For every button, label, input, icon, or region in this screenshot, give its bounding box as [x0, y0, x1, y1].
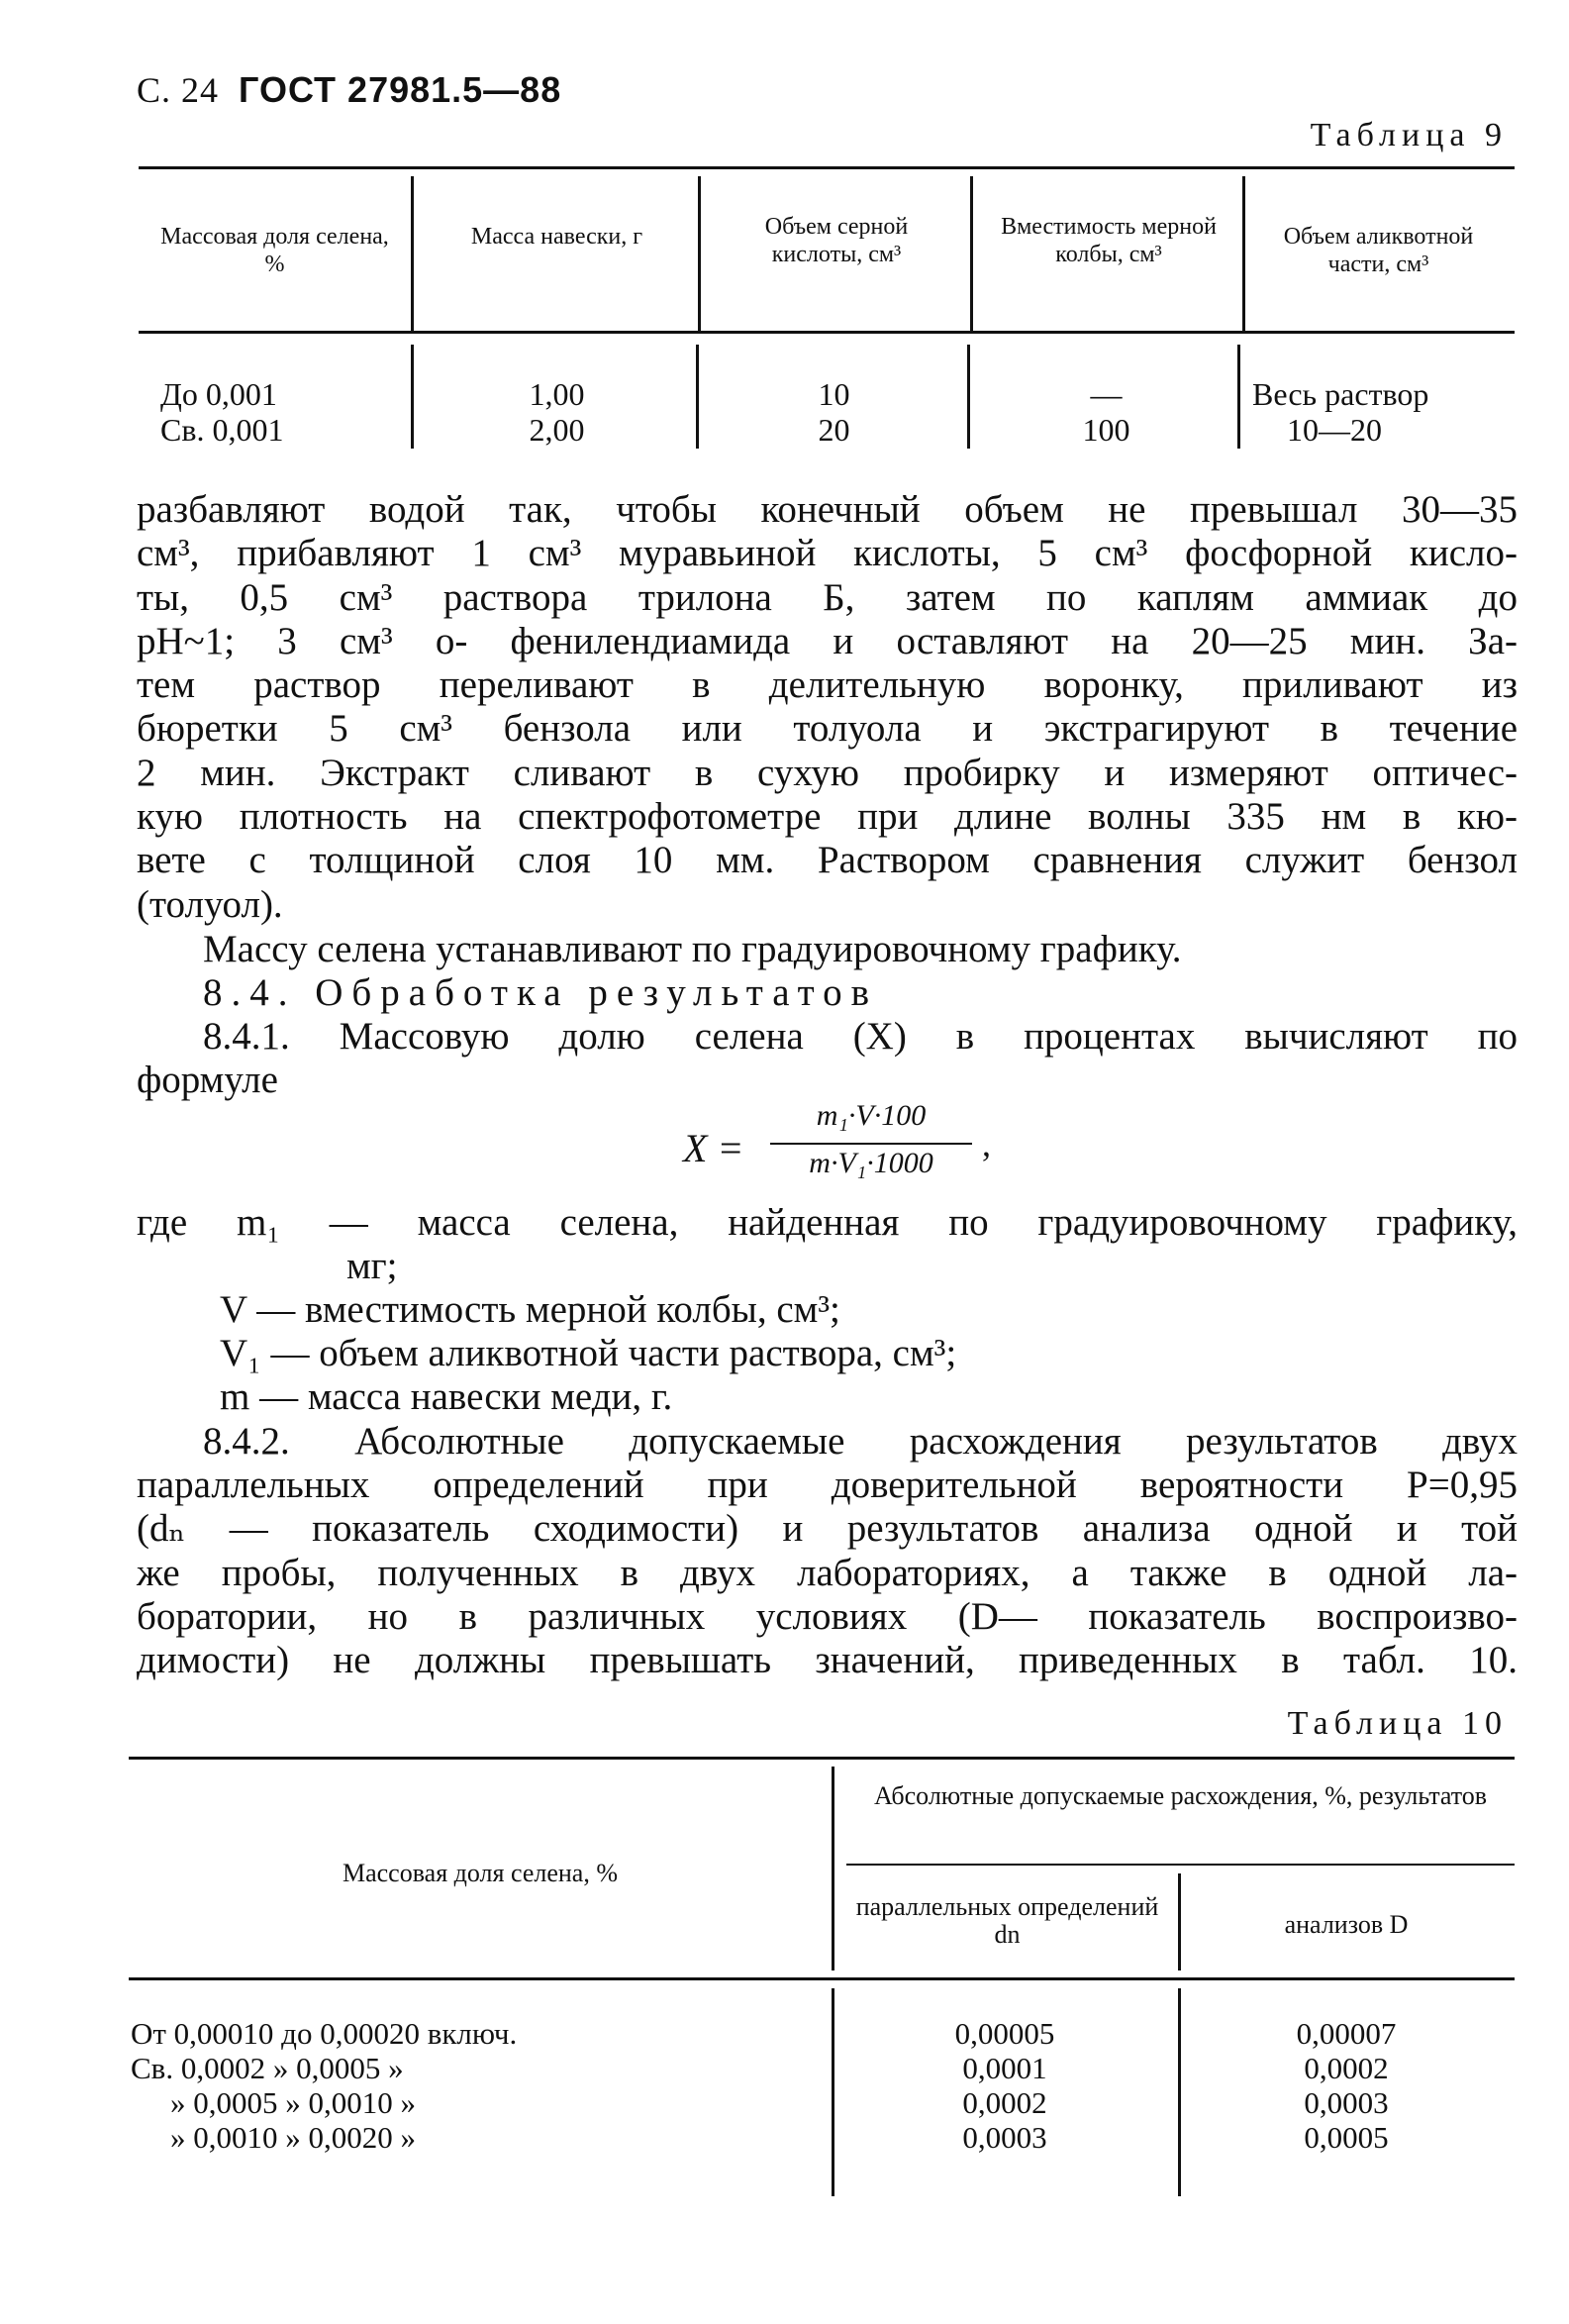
formula-denominator: m·V₁·1000 — [809, 1147, 933, 1179]
page-header — [137, 69, 561, 111]
text-line: 2 мин. Экстракт сливают в сухую пробирку и измеряют оптичес- — [137, 751, 1518, 794]
text-line: димости) не должны превышать значений, приведенных в табл. 10. — [137, 1639, 1518, 1682]
text-line: 8.4.1. Массовую долю селена (X) в процентах вычисляют по — [203, 1015, 1518, 1058]
text-line: кую плотность на спектрофотометре при длине волны 335 нм в кю- — [137, 795, 1518, 839]
table10-header-parallel: параллельных определений dn — [855, 1892, 1159, 1949]
paragraph-8-4-2-first — [203, 1420, 1518, 1464]
table9-cell: До 0,001 — [160, 376, 277, 412]
where-line-1 — [137, 1201, 1518, 1245]
paragraph-calibration — [203, 928, 1520, 971]
table10-cell: От 0,00010 до 0,00020 включ. — [131, 2016, 518, 2051]
text-line: бюретки 5 см³ бензола или толуола и экстрагируют в течение — [137, 707, 1518, 751]
text-line: боратории, но в различных условиях (D— показатель воспроизво- — [137, 1594, 1518, 1638]
table9-cell: — — [1090, 376, 1123, 412]
table9-header-mass: Масса навески, г — [470, 224, 643, 250]
fraction-bar — [770, 1143, 972, 1145]
table10-cell: » 0,0010 » 0,0020 » — [170, 2120, 416, 2155]
where-line-2 — [346, 1245, 1336, 1288]
text-line: рН~1; 3 см³ о- фенилендиамида и оставляют на 20—25 мин. За- — [137, 619, 1518, 662]
table9-cell: 10—20 — [1287, 412, 1382, 448]
text-line: V₁ — объем аликвотной части раствора, см³; — [220, 1332, 957, 1374]
table9-header-aliquot: Объем аликвотной части, см³ — [1283, 224, 1474, 277]
paragraph-8-4-1-cont — [137, 1059, 1518, 1102]
table9-cell: 10 — [818, 376, 850, 412]
text-line: разбавляют водой так, чтобы конечный объем не превышал 30—35 — [137, 488, 1518, 531]
section-heading-8-4 — [203, 971, 1520, 1015]
table9-cell: 100 — [1082, 412, 1130, 448]
text-line: Массу селена устанавливают по градуировочному графику. — [203, 928, 1182, 970]
text-line: V — вместимость мерной колбы, см³; — [220, 1288, 840, 1331]
table9-header-selenium: Массовая доля селена, % — [160, 224, 389, 277]
table10-cell: 0,0005 — [1304, 2120, 1389, 2155]
text-line: формуле — [137, 1059, 278, 1101]
table10-cell: 0,0003 — [962, 2120, 1047, 2155]
standard-id: ГОСТ 27981.5—88 — [239, 69, 562, 110]
table9-cell: 20 — [818, 412, 850, 448]
table10-cell: 0,00007 — [1296, 2016, 1397, 2051]
where-line-5 — [220, 1375, 1408, 1419]
paragraph-8-4-2 — [137, 1464, 1518, 1682]
formula — [683, 1099, 1000, 1188]
table10-cell: Св. 0,0002 » 0,0005 » — [131, 2051, 404, 2085]
text-line: же пробы, полученных в двух лабораториях, а также в одной ла- — [137, 1551, 1518, 1594]
table9-header-acid: Объем серной кислоты, см³ — [764, 214, 909, 267]
text-line: тем раствор переливают в делительную воронку, приливают из — [137, 663, 1518, 707]
text-line: мг; — [346, 1245, 398, 1287]
where-line-3 — [220, 1288, 1408, 1332]
text-line: ты, 0,5 см³ раствора трилона Б, затем по каплям аммиак до — [137, 575, 1518, 619]
paragraph-procedure — [137, 488, 1518, 927]
table10-cell: 0,0003 — [1304, 2085, 1389, 2120]
table9-caption: Таблица 9 — [1310, 117, 1508, 153]
text-line: где m₁ — масса селена, найденная по градуировочному графику, — [137, 1201, 1518, 1244]
page-number: С. 24 — [137, 70, 220, 110]
table10-header-analyses: анализов D — [1284, 1910, 1409, 1939]
text-line: параллельных определений при доверительной вероятности P=0,95 — [137, 1464, 1518, 1506]
table9-cell: 1,00 — [529, 376, 585, 412]
text-line: вете с толщиной слоя 10 мм. Раствором сравнения служит бензол — [137, 839, 1518, 882]
table10-cell: 0,00005 — [954, 2016, 1055, 2051]
table10-cell: » 0,0005 » 0,0010 » — [170, 2085, 416, 2120]
table10-cell: 0,0002 — [1304, 2051, 1389, 2085]
formula-tail: , — [982, 1124, 991, 1163]
formula-numerator: m₁·V·100 — [816, 1099, 927, 1132]
text-line: (dₙ — показатель сходимости) и результатов анализа одной и той — [137, 1507, 1518, 1551]
paragraph-8-4-1 — [203, 1015, 1518, 1059]
section-title: 8.4. Обработка результатов — [203, 971, 879, 1014]
table9-header-flask: Вместимость мерной колбы, см³ — [1001, 214, 1217, 267]
table10-header-group: Абсолютные допускаемые расхождения, %, результатов — [873, 1781, 1488, 1810]
text-line: m — масса навески меди, г. — [220, 1375, 673, 1418]
table10-header-selenium: Массовая доля селена, % — [342, 1859, 618, 1887]
text-line: 8.4.2. Абсолютные допускаемые расхождения результатов двух — [203, 1420, 1518, 1463]
table10-cell: 0,0002 — [962, 2085, 1047, 2120]
where-line-4 — [220, 1332, 1408, 1375]
text-line: см³, прибавляют 1 см³ муравьиной кислоты, 5 см³ фосфорной кисло- — [137, 532, 1518, 575]
table9-cell: 2,00 — [529, 412, 585, 448]
text-line: (толуол). — [137, 882, 283, 926]
table10-caption: Таблица 10 — [1287, 1705, 1508, 1742]
formula-lhs: X = — [683, 1126, 744, 1170]
table10-cell: 0,0001 — [962, 2051, 1047, 2085]
table9-cell: Св. 0,001 — [160, 412, 284, 448]
table9-cell: Весь раствор — [1252, 376, 1429, 412]
